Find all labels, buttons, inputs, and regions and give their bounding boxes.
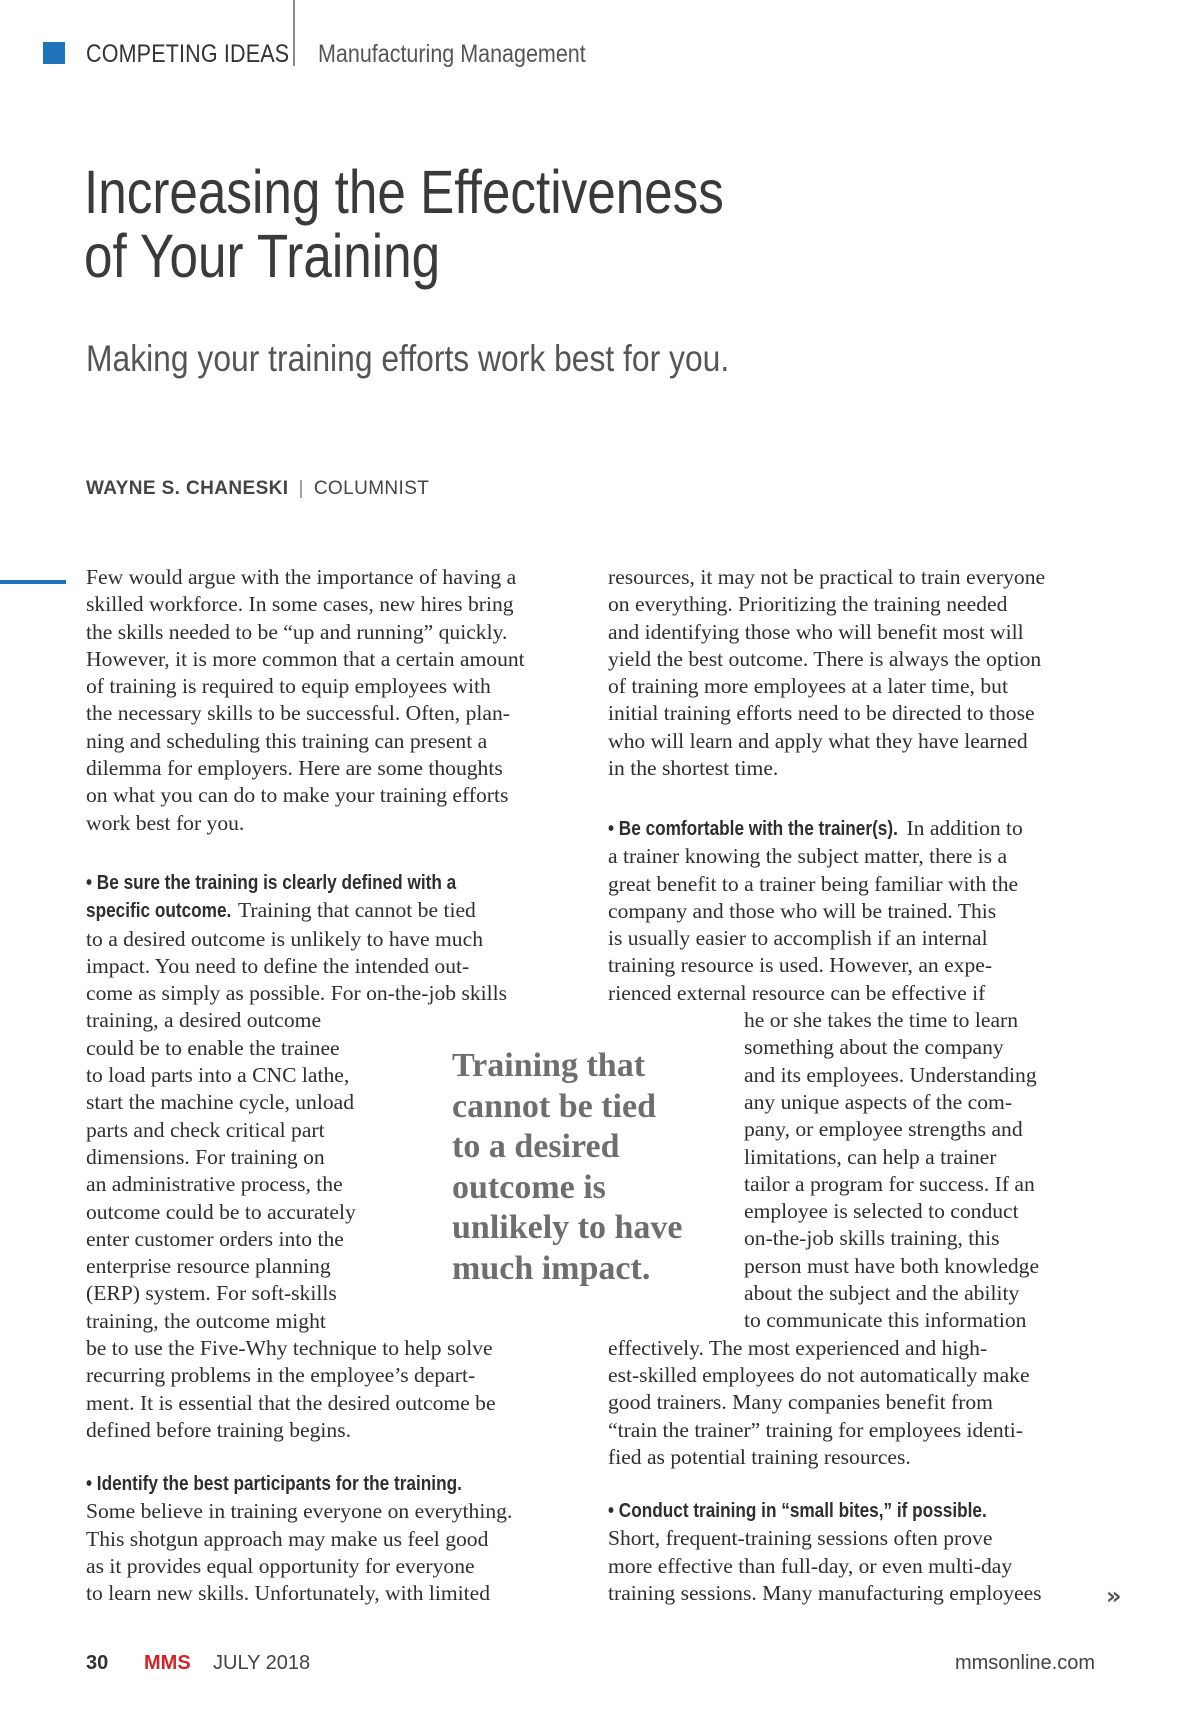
text-fragment: Training that cannot be tied: [232, 898, 476, 923]
text-line: dimensions. For training on: [86, 1144, 325, 1169]
text-line: a trainer knowing the subject matter, there is a: [608, 844, 1008, 869]
text-line: This shotgun approach may make us feel good: [86, 1526, 489, 1551]
text-line: Short, frequent-training sessions often prove: [608, 1526, 993, 1551]
text-line: training, the outcome might: [86, 1308, 326, 1333]
tip-heading: • Be comfortable with the trainer(s).: [608, 818, 898, 840]
tip-best-participants: [86, 1470, 523, 1607]
text-line: yield the best outcome. There is always the option: [608, 646, 1042, 671]
text-line: (ERP) system. For soft-skills: [86, 1281, 337, 1306]
text-line: training sessions. Many manufacturing employees: [608, 1580, 1042, 1605]
pull-quote-line: Training that: [452, 1047, 646, 1084]
continuation-paragraph: [608, 564, 1045, 782]
text-line: limitations, can help a trainer: [744, 1144, 997, 1169]
text-line: ning and scheduling this training can present a: [86, 728, 488, 753]
text-line: to load parts into a CNC lathe,: [86, 1063, 350, 1088]
text-line: fied as potential training resources.: [608, 1444, 911, 1469]
text-line: on what you can do to make your training efforts: [86, 783, 509, 808]
website-url: mmsonline.com: [954, 1652, 1095, 1674]
text-line: defined before training begins.: [86, 1417, 352, 1442]
text-line: est-skilled employees do not automatically make: [608, 1362, 1030, 1387]
tip-small-bites: [608, 1497, 1048, 1607]
text-line: initial training efforts need to be directed to those: [608, 701, 1035, 726]
text-line: recurring problems in the employee’s depart-: [86, 1363, 476, 1388]
text-line: be to use the Five-Why technique to help solve: [86, 1336, 493, 1361]
text-line: something about the company: [744, 1035, 1004, 1060]
text-line: more effective than full-day, or even multi-day: [608, 1553, 1013, 1578]
continue-arrow-icon: »: [1106, 1582, 1122, 1610]
magazine-brand: MMS: [144, 1652, 191, 1674]
column-accent-bar: [0, 580, 66, 584]
page-number: 30: [86, 1652, 109, 1674]
pull-quote-line: to a desired: [452, 1128, 620, 1165]
text-line: the necessary skills to be successful. Often, plan-: [86, 701, 510, 726]
article-subtitle: Making your training efforts work best for you.: [86, 338, 730, 379]
text-line: skilled workforce. In some cases, new hires bring: [86, 592, 514, 617]
tip-comfortable-trainer: [608, 815, 1039, 1471]
text-line: and its employees. Understanding: [744, 1062, 1037, 1087]
section-marker-square: [43, 42, 65, 64]
text-line: in the shortest time.: [608, 756, 779, 781]
text-line: of training more employees at a later time, but: [608, 674, 1008, 699]
topic-label: Manufacturing Management: [318, 40, 586, 68]
text-line: However, it is more common that a certain amount: [86, 646, 525, 671]
text-line: great benefit to a trainer being familiar with the: [608, 871, 1019, 896]
text-line: and identifying those who will benefit most will: [608, 619, 1024, 644]
article-title-line: of Your Training: [84, 222, 441, 290]
text-line: of training is required to equip employees with: [86, 674, 491, 699]
text-line: training resource is used. However, an expe-: [608, 953, 993, 978]
author-role: COLUMNIST: [313, 478, 430, 499]
text-line: to communicate this information: [744, 1308, 1027, 1333]
tip-heading: • Conduct training in “small bites,” if possible.: [608, 1500, 987, 1522]
text-line: to a desired outcome is unlikely to have much: [86, 926, 483, 951]
text-line: who will learn and apply what they have learned: [608, 728, 1028, 753]
text-line: training, a desired outcome: [86, 1008, 322, 1033]
text-line: company and those who will be trained. This: [608, 898, 997, 923]
article-title: [84, 160, 724, 288]
text-line: parts and check critical part: [86, 1117, 325, 1142]
text-line: about the subject and the ability: [744, 1281, 1020, 1306]
pull-quote-line: much impact.: [452, 1249, 651, 1287]
text-line: an administrative process, the: [86, 1172, 343, 1197]
header-divider: [293, 0, 295, 66]
text-line: start the machine cycle, unload: [86, 1090, 355, 1115]
byline: [86, 478, 429, 500]
text-line: Some believe in training everyone on everything.: [86, 1499, 513, 1524]
text-line: ment. It is essential that the desired outcome be: [86, 1390, 496, 1415]
byline-separator: |: [298, 478, 304, 499]
tip-heading: • Identify the best participants for the training.: [86, 1473, 462, 1495]
pull-quote-line: unlikely to have: [452, 1209, 683, 1246]
text-line: he or she takes the time to learn: [744, 1008, 1019, 1033]
author-name: WAYNE S. CHANESKI: [86, 478, 289, 499]
text-line: good trainers. Many companies benefit from: [608, 1390, 993, 1415]
text-line: on-the-job skills training, this: [744, 1226, 1000, 1251]
text-line: “train the trainer” training for employees identi-: [608, 1417, 1023, 1442]
text-line: pany, or employee strengths and: [744, 1117, 1023, 1142]
tip-heading: • Be sure the training is clearly defined with a: [86, 872, 457, 894]
text-line: impact. You need to define the intended out-: [86, 953, 470, 978]
text-line: enterprise resource planning: [86, 1254, 331, 1279]
text-line: come as simply as possible. For on-the-job skills: [86, 981, 508, 1006]
text-line: the skills needed to be “up and running” quickly.: [86, 619, 508, 644]
text-line: tailor a program for success. If an: [744, 1171, 1035, 1196]
text-line: resources, it may not be practical to train everyone: [608, 565, 1046, 589]
text-line: rienced external resource can be effective if: [608, 980, 986, 1005]
text-line: enter customer orders into the: [86, 1226, 344, 1251]
text-line: outcome could be to accurately: [86, 1199, 356, 1224]
pull-quote-line: cannot be tied: [452, 1087, 656, 1125]
text-line: person must have both knowledge: [744, 1253, 1040, 1278]
text-line: effectively. The most experienced and high-: [608, 1335, 988, 1360]
text-fragment: In addition to: [901, 816, 1023, 840]
text-line: on everything. Prioritizing the training needed: [608, 592, 1008, 617]
text-line: to learn new skills. Unfortunately, with limited: [86, 1581, 491, 1606]
pull-quote-line: outcome is: [452, 1168, 606, 1206]
text-line: dilemma for employers. Here are some thoughts: [86, 756, 503, 781]
text-line: Few would argue with the importance of having a: [86, 565, 517, 589]
section-label: COMPETING IDEAS: [86, 40, 290, 68]
text-line: could be to enable the trainee: [86, 1035, 340, 1060]
text-line: is usually easier to accomplish if an internal: [608, 926, 988, 951]
issue-date: JULY 2018: [213, 1652, 311, 1674]
text-line: work best for you.: [86, 810, 245, 835]
text-line: any unique aspects of the com-: [744, 1089, 1013, 1114]
tip-heading: specific outcome.: [86, 900, 232, 923]
text-line: employee is selected to conduct: [744, 1199, 1019, 1224]
text-line: as it provides equal opportunity for everyone: [86, 1553, 475, 1578]
article-title-line: Increasing the Effectiveness: [84, 158, 724, 226]
intro-paragraph: [86, 564, 525, 837]
